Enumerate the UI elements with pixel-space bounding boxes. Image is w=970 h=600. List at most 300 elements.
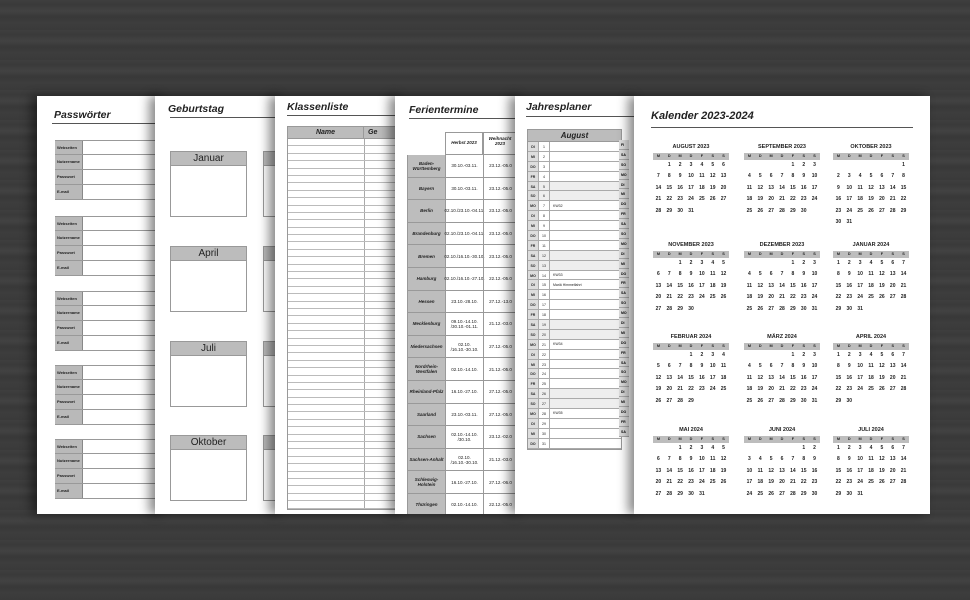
classlist-row[interactable] <box>288 316 405 323</box>
calendar-day[interactable]: 17 <box>846 196 853 202</box>
classlist-row[interactable] <box>288 191 405 198</box>
calendar-day[interactable]: 30 <box>835 219 842 225</box>
calendar-day[interactable]: 27 <box>655 490 662 497</box>
calendar-day[interactable]: 14 <box>889 184 896 191</box>
calendar-day[interactable]: 5 <box>758 271 762 277</box>
classlist-row[interactable] <box>288 228 405 235</box>
calendar-day[interactable]: 26 <box>720 479 727 485</box>
calendar-day[interactable]: 16 <box>800 282 807 289</box>
calendar-day[interactable]: 20 <box>768 196 774 202</box>
calendar-day[interactable]: 25 <box>857 207 863 214</box>
calendar-day[interactable]: 1 <box>791 161 795 168</box>
calendar-day[interactable]: 3 <box>700 444 704 451</box>
calendar-day[interactable]: 20 <box>655 479 662 485</box>
classlist-row[interactable] <box>288 501 405 508</box>
calendar-day[interactable]: 12 <box>868 184 874 191</box>
classlist-row[interactable] <box>288 398 405 405</box>
calendar-day[interactable]: 3 <box>813 161 816 168</box>
calendar-day[interactable]: 7 <box>891 173 895 179</box>
calendar-day[interactable]: 2 <box>678 161 682 168</box>
calendar-day[interactable]: 16 <box>811 467 818 474</box>
calendar-day[interactable]: 3 <box>689 161 693 168</box>
calendar-day[interactable]: 18 <box>746 196 753 202</box>
calendar-day[interactable]: 22 <box>790 196 796 202</box>
password-field-row[interactable] <box>55 306 159 321</box>
calendar-day[interactable]: 7 <box>780 363 784 369</box>
calendar-day[interactable]: 15 <box>677 282 683 289</box>
calendar-day[interactable]: 24 <box>709 386 716 392</box>
calendar-day[interactable]: 13 <box>768 184 774 191</box>
calendar-day[interactable]: 25 <box>868 386 874 392</box>
calendar-day[interactable]: 31 <box>857 490 863 497</box>
calendar-day[interactable]: 10 <box>688 173 694 179</box>
classlist-row[interactable] <box>288 279 405 286</box>
calendar-day[interactable]: 14 <box>790 467 796 474</box>
classlist-row[interactable] <box>288 405 405 412</box>
calendar-day[interactable]: 14 <box>779 374 785 381</box>
planner-day-row[interactable] <box>528 162 621 172</box>
calendar-day[interactable]: 20 <box>768 294 774 300</box>
planner-day-row[interactable] <box>528 201 621 211</box>
calendar-day[interactable]: 12 <box>757 374 764 381</box>
calendar-day[interactable]: 6 <box>891 259 895 266</box>
calendar-day[interactable]: 31 <box>846 219 853 225</box>
planner-day-row[interactable] <box>528 320 621 330</box>
calendar-day[interactable]: 11 <box>757 467 763 474</box>
calendar-day[interactable]: 21 <box>889 196 896 202</box>
calendar-day[interactable]: 30 <box>800 305 807 312</box>
calendar-day[interactable]: 6 <box>769 363 773 369</box>
calendar-day[interactable]: 6 <box>657 271 660 277</box>
calendar-day[interactable]: 21 <box>900 467 907 474</box>
calendar-day[interactable]: 1 <box>678 444 682 451</box>
calendar-day[interactable]: 25 <box>757 490 764 497</box>
calendar-day[interactable]: 27 <box>889 294 896 300</box>
calendar-day[interactable]: 28 <box>655 207 662 214</box>
calendar-day[interactable]: 25 <box>746 397 753 404</box>
calendar-day[interactable]: 24 <box>811 196 818 202</box>
calendar-day[interactable]: 13 <box>768 282 774 289</box>
calendar-day[interactable]: 1 <box>667 161 671 168</box>
calendar-day[interactable]: 12 <box>879 456 885 462</box>
calendar-day[interactable]: 23 <box>835 207 842 214</box>
calendar-day[interactable]: 30 <box>800 207 807 214</box>
calendar-day[interactable]: 22 <box>835 386 842 392</box>
calendar-day[interactable]: 18 <box>868 282 874 289</box>
calendar-day[interactable]: 11 <box>746 184 753 191</box>
calendar-day[interactable]: 18 <box>746 386 753 392</box>
calendar-day[interactable]: 18 <box>709 282 716 289</box>
calendar-day[interactable]: 2 <box>847 444 851 451</box>
calendar-day[interactable]: 6 <box>667 363 671 369</box>
calendar-day[interactable]: 5 <box>758 173 762 179</box>
calendar-day[interactable]: 27 <box>779 490 785 497</box>
calendar-day[interactable]: 11 <box>868 271 874 277</box>
calendar-day[interactable]: 15 <box>900 184 907 191</box>
calendar-day[interactable]: 12 <box>709 173 716 179</box>
calendar-day[interactable]: 3 <box>858 351 862 358</box>
calendar-day[interactable]: 29 <box>835 490 842 497</box>
calendar-day[interactable]: 8 <box>678 271 682 277</box>
calendar-day[interactable]: 9 <box>678 173 682 179</box>
calendar-day[interactable]: 26 <box>655 397 662 404</box>
calendar-day[interactable]: 3 <box>813 351 816 358</box>
calendar-day[interactable]: 7 <box>791 456 795 462</box>
calendar-day[interactable]: 20 <box>768 386 774 392</box>
calendar-day[interactable]: 10 <box>857 271 863 277</box>
planner-day-row[interactable] <box>528 379 621 389</box>
calendar-day[interactable]: 7 <box>657 173 660 179</box>
calendar-day[interactable]: 2 <box>813 444 816 451</box>
calendar-day[interactable]: 28 <box>889 207 896 214</box>
calendar-day[interactable]: 24 <box>857 479 863 485</box>
calendar-day[interactable]: 19 <box>879 374 885 381</box>
calendar-day[interactable]: 24 <box>699 479 705 485</box>
password-field-row[interactable] <box>55 484 159 499</box>
calendar-day[interactable]: 9 <box>700 363 704 369</box>
calendar-day[interactable]: 21 <box>790 479 796 485</box>
calendar-day[interactable]: 23 <box>800 294 807 300</box>
calendar-day[interactable]: 26 <box>879 386 885 392</box>
calendar-day[interactable]: 25 <box>746 207 753 214</box>
calendar-day[interactable]: 14 <box>666 467 673 474</box>
calendar-day[interactable]: 30 <box>677 207 683 214</box>
planner-day-row[interactable] <box>528 251 621 261</box>
calendar-day[interactable]: 10 <box>709 363 716 369</box>
calendar-day[interactable]: 16 <box>688 467 694 474</box>
calendar-day[interactable]: 28 <box>779 207 785 214</box>
calendar-day[interactable]: 21 <box>900 374 907 381</box>
calendar-day[interactable]: 7 <box>902 259 905 266</box>
classlist-row[interactable] <box>288 242 405 249</box>
calendar-day[interactable]: 6 <box>722 161 725 168</box>
calendar-day[interactable]: 16 <box>846 282 853 289</box>
planner-day-row[interactable] <box>528 290 621 300</box>
calendar-day[interactable]: 26 <box>709 196 716 202</box>
calendar-day[interactable]: 22 <box>800 479 807 485</box>
classlist-row[interactable] <box>288 479 405 486</box>
calendar-day[interactable]: 15 <box>835 467 842 474</box>
classlist-row[interactable] <box>288 435 405 442</box>
calendar-day[interactable]: 15 <box>666 184 673 191</box>
calendar-day[interactable]: 10 <box>811 363 818 369</box>
calendar-day[interactable]: 8 <box>837 271 840 277</box>
calendar-day[interactable]: 20 <box>889 374 896 381</box>
planner-day-row[interactable] <box>528 369 621 379</box>
calendar-day[interactable]: 24 <box>811 294 818 300</box>
calendar-day[interactable]: 1 <box>791 351 795 358</box>
classlist-row[interactable] <box>288 331 405 338</box>
calendar-day[interactable]: 5 <box>758 363 762 369</box>
calendar-day[interactable]: 27 <box>655 305 662 312</box>
calendar-day[interactable]: 14 <box>779 184 785 191</box>
calendar-day[interactable]: 2 <box>689 444 693 451</box>
calendar-day[interactable]: 6 <box>880 173 884 179</box>
calendar-day[interactable]: 3 <box>858 444 862 451</box>
calendar-day[interactable]: 2 <box>837 173 840 179</box>
calendar-day[interactable]: 15 <box>800 467 807 474</box>
calendar-day[interactable]: 20 <box>666 386 673 392</box>
classlist-row[interactable] <box>288 287 405 294</box>
classlist-row[interactable] <box>288 383 405 390</box>
calendar-day[interactable]: 28 <box>666 305 673 312</box>
calendar-day[interactable]: 15 <box>790 282 796 289</box>
calendar-day[interactable]: 12 <box>768 467 774 474</box>
calendar-day[interactable]: 19 <box>757 386 764 392</box>
calendar-day[interactable]: 5 <box>869 173 873 179</box>
calendar-day[interactable]: 5 <box>722 444 725 451</box>
calendar-day[interactable]: 26 <box>868 207 874 214</box>
planner-day-row[interactable] <box>528 182 621 192</box>
calendar-day[interactable]: 19 <box>768 479 774 485</box>
calendar-day[interactable]: 12 <box>655 374 662 381</box>
calendar-day[interactable]: 10 <box>846 184 853 191</box>
calendar-day[interactable]: 27 <box>889 479 896 485</box>
calendar-day[interactable]: 17 <box>857 282 863 289</box>
classlist-row[interactable] <box>288 390 405 397</box>
calendar-day[interactable]: 4 <box>869 259 873 266</box>
classlist-row[interactable] <box>288 146 405 153</box>
calendar-day[interactable]: 9 <box>847 271 851 277</box>
password-field-row[interactable] <box>55 231 159 246</box>
classlist-row[interactable] <box>288 161 405 168</box>
calendar-day[interactable]: 10 <box>746 467 753 474</box>
calendar-day[interactable]: 15 <box>688 374 694 381</box>
calendar-day[interactable]: 18 <box>757 479 764 485</box>
calendar-day[interactable]: 30 <box>811 490 818 497</box>
calendar-day[interactable]: 28 <box>900 479 907 485</box>
classlist-row[interactable] <box>288 198 405 205</box>
calendar-day[interactable]: 29 <box>688 397 694 404</box>
calendar-day[interactable]: 2 <box>700 351 704 358</box>
classlist-row[interactable] <box>288 324 405 331</box>
calendar-day[interactable]: 24 <box>811 386 818 392</box>
calendar-day[interactable]: 13 <box>889 456 896 462</box>
planner-day-row[interactable] <box>528 389 621 399</box>
calendar-day[interactable]: 20 <box>720 184 727 191</box>
calendar-day[interactable]: 21 <box>655 196 662 202</box>
planner-day-row[interactable] <box>528 330 621 340</box>
calendar-day[interactable]: 23 <box>677 196 683 202</box>
calendar-day[interactable]: 14 <box>655 184 662 191</box>
planner-day-row[interactable] <box>528 340 621 350</box>
calendar-day[interactable]: 22 <box>677 479 683 485</box>
calendar-day[interactable]: 18 <box>868 374 874 381</box>
classlist-row[interactable] <box>288 176 405 183</box>
calendar-day[interactable]: 29 <box>800 490 807 497</box>
calendar-day[interactable]: 4 <box>748 173 751 179</box>
calendar-day[interactable]: 9 <box>837 184 840 191</box>
calendar-day[interactable]: 23 <box>688 479 694 485</box>
calendar-day[interactable]: 11 <box>710 271 716 277</box>
classlist-row[interactable] <box>288 257 405 264</box>
calendar-day[interactable]: 22 <box>666 196 673 202</box>
calendar-day[interactable]: 7 <box>667 271 671 277</box>
calendar-day[interactable]: 21 <box>666 479 673 485</box>
calendar-day[interactable]: 4 <box>722 351 725 358</box>
calendar-day[interactable]: 9 <box>802 271 806 277</box>
calendar-day[interactable]: 22 <box>900 196 907 202</box>
calendar-day[interactable]: 26 <box>768 490 774 497</box>
calendar-day[interactable]: 24 <box>699 294 705 300</box>
calendar-day[interactable]: 12 <box>757 184 764 191</box>
calendar-day[interactable]: 8 <box>802 456 806 462</box>
calendar-day[interactable]: 17 <box>811 282 818 289</box>
calendar-day[interactable]: 9 <box>689 456 693 462</box>
calendar-day[interactable]: 18 <box>699 184 705 191</box>
calendar-day[interactable]: 12 <box>879 363 885 369</box>
calendar-day[interactable]: 13 <box>889 271 896 277</box>
calendar-day[interactable]: 27 <box>768 397 774 404</box>
calendar-day[interactable]: 14 <box>900 271 907 277</box>
calendar-day[interactable]: 21 <box>779 196 785 202</box>
calendar-day[interactable]: 5 <box>880 444 884 451</box>
planner-day-row[interactable] <box>528 360 621 370</box>
calendar-day[interactable]: 18 <box>868 467 874 474</box>
calendar-day[interactable]: 18 <box>720 374 727 381</box>
calendar-day[interactable]: 3 <box>700 259 704 266</box>
calendar-day[interactable]: 10 <box>699 456 705 462</box>
calendar-day[interactable]: 28 <box>666 490 673 497</box>
calendar-day[interactable]: 17 <box>746 479 753 485</box>
planner-day-row[interactable] <box>528 429 621 439</box>
calendar-day[interactable]: 4 <box>869 351 873 358</box>
calendar-day[interactable]: 16 <box>688 282 694 289</box>
calendar-day[interactable]: 6 <box>891 444 895 451</box>
password-field-row[interactable] <box>55 454 159 469</box>
calendar-day[interactable]: 23 <box>846 479 853 485</box>
calendar-day[interactable]: 8 <box>678 456 682 462</box>
calendar-day[interactable]: 26 <box>757 397 764 404</box>
calendar-day[interactable]: 26 <box>757 207 764 214</box>
calendar-day[interactable]: 24 <box>846 207 853 214</box>
calendar-day[interactable]: 18 <box>746 294 753 300</box>
calendar-day[interactable]: 15 <box>677 467 683 474</box>
calendar-day[interactable]: 23 <box>846 294 853 300</box>
calendar-day[interactable]: 11 <box>857 184 863 191</box>
calendar-day[interactable]: 10 <box>857 456 863 462</box>
calendar-day[interactable]: 17 <box>857 467 863 474</box>
calendar-day[interactable]: 21 <box>677 386 683 392</box>
calendar-day[interactable]: 6 <box>769 173 773 179</box>
calendar-day[interactable]: 15 <box>790 184 796 191</box>
calendar-day[interactable]: 17 <box>811 374 818 381</box>
password-field-row[interactable] <box>55 395 159 410</box>
calendar-day[interactable]: 20 <box>879 196 885 202</box>
calendar-day[interactable]: 16 <box>800 374 807 381</box>
calendar-day[interactable]: 13 <box>666 374 673 381</box>
calendar-day[interactable]: 11 <box>868 456 874 462</box>
calendar-day[interactable]: 2 <box>802 161 806 168</box>
classlist-row[interactable] <box>288 235 405 242</box>
calendar-day[interactable]: 8 <box>667 173 671 179</box>
classlist-row[interactable] <box>288 265 405 272</box>
classlist-row[interactable] <box>288 183 405 190</box>
calendar-day[interactable]: 14 <box>677 374 683 381</box>
password-field-row[interactable] <box>55 469 159 484</box>
calendar-day[interactable]: 23 <box>688 294 694 300</box>
calendar-day[interactable]: 28 <box>900 294 907 300</box>
calendar-day[interactable]: 24 <box>746 490 753 497</box>
calendar-day[interactable]: 20 <box>779 479 785 485</box>
calendar-day[interactable]: 28 <box>779 397 785 404</box>
password-field-row[interactable] <box>55 439 159 454</box>
calendar-day[interactable]: 23 <box>846 386 853 392</box>
calendar-day[interactable]: 1 <box>837 259 840 266</box>
calendar-day[interactable]: 27 <box>768 305 774 312</box>
calendar-day[interactable]: 22 <box>835 479 842 485</box>
calendar-day[interactable]: 7 <box>902 351 905 358</box>
calendar-day[interactable]: 9 <box>813 456 816 462</box>
calendar-day[interactable]: 14 <box>779 282 785 289</box>
calendar-day[interactable]: 19 <box>879 467 885 474</box>
calendar-day[interactable]: 2 <box>847 351 851 358</box>
calendar-day[interactable]: 19 <box>720 282 727 289</box>
classlist-row[interactable] <box>288 457 405 464</box>
classlist-row[interactable] <box>288 309 405 316</box>
calendar-day[interactable]: 4 <box>748 271 751 277</box>
planner-day-row[interactable] <box>528 350 621 360</box>
calendar-day[interactable]: 15 <box>835 282 842 289</box>
classlist-row[interactable] <box>288 250 405 257</box>
calendar-day[interactable]: 12 <box>720 271 727 277</box>
calendar-day[interactable]: 31 <box>857 305 863 312</box>
planner-day-row[interactable] <box>528 310 621 320</box>
classlist-row[interactable] <box>288 494 405 501</box>
calendar-day[interactable]: 28 <box>790 490 796 497</box>
calendar-day[interactable]: 9 <box>802 173 806 179</box>
calendar-day[interactable]: 3 <box>813 259 816 266</box>
calendar-day[interactable]: 22 <box>835 294 842 300</box>
calendar-day[interactable]: 10 <box>699 271 705 277</box>
calendar-day[interactable]: 1 <box>902 161 905 168</box>
password-field-row[interactable] <box>55 185 159 200</box>
calendar-day[interactable]: 8 <box>837 363 840 369</box>
calendar-day[interactable]: 15 <box>790 374 796 381</box>
calendar-day[interactable]: 23 <box>811 479 818 485</box>
calendar-day[interactable]: 11 <box>710 456 716 462</box>
planner-day-row[interactable] <box>528 409 621 419</box>
password-field-row[interactable] <box>55 336 159 351</box>
calendar-day[interactable]: 22 <box>790 386 796 392</box>
calendar-day[interactable]: 27 <box>879 207 885 214</box>
classlist-row[interactable] <box>288 368 405 375</box>
calendar-day[interactable]: 30 <box>846 397 853 404</box>
planner-day-row[interactable] <box>528 241 621 251</box>
calendar-day[interactable]: 29 <box>790 305 796 312</box>
calendar-day[interactable]: 16 <box>677 184 683 191</box>
calendar-day[interactable]: 29 <box>677 305 683 312</box>
calendar-day[interactable]: 16 <box>835 196 842 202</box>
classlist-row[interactable] <box>288 154 405 161</box>
calendar-day[interactable]: 9 <box>847 363 851 369</box>
calendar-day[interactable]: 22 <box>790 294 796 300</box>
calendar-day[interactable]: 17 <box>857 374 863 381</box>
calendar-day[interactable]: 4 <box>758 456 762 462</box>
calendar-day[interactable]: 14 <box>900 456 907 462</box>
calendar-day[interactable]: 28 <box>779 305 785 312</box>
classlist-row[interactable] <box>288 427 405 434</box>
calendar-day[interactable]: 8 <box>791 271 795 277</box>
password-field-row[interactable] <box>55 410 159 425</box>
calendar-day[interactable]: 5 <box>711 161 715 168</box>
calendar-day[interactable]: 13 <box>889 363 896 369</box>
password-field-row[interactable] <box>55 246 159 261</box>
calendar-day[interactable]: 20 <box>655 294 662 300</box>
calendar-day[interactable]: 25 <box>709 479 716 485</box>
calendar-day[interactable]: 11 <box>746 374 753 381</box>
calendar-day[interactable]: 21 <box>779 294 785 300</box>
